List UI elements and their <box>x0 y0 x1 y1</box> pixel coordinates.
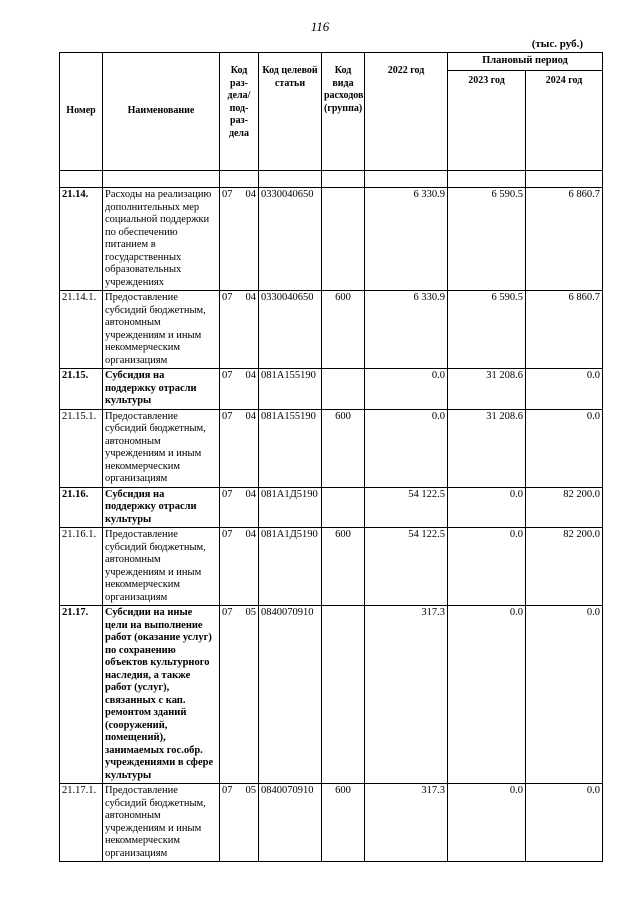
row-expense-type-code: 600 <box>322 409 365 487</box>
row-name: Предоставление субсидий бюджетным, автономным учреждениям и иным некоммерческим организациям <box>103 784 220 862</box>
table-row <box>60 528 603 606</box>
row-number: 21.14.1. <box>60 291 103 369</box>
row-number: 21.16.1. <box>60 528 103 606</box>
row-amount-2023: 0.0 <box>448 784 526 862</box>
header-year-2022: 2022 год <box>365 53 448 171</box>
row-number: 21.17.1. <box>60 784 103 862</box>
spacer-cell <box>103 171 220 188</box>
header-year-2024: 2024 год <box>526 71 603 171</box>
row-amount-2024: 0.0 <box>526 409 603 487</box>
subsection-code: 04 <box>245 370 256 381</box>
row-section-code <box>220 606 259 784</box>
section-code-pair <box>222 292 256 305</box>
row-amount-2024: 82 200.0 <box>526 528 603 606</box>
table-row <box>60 409 603 487</box>
spacer-cell <box>526 171 603 188</box>
row-amount-2024: 0.0 <box>526 606 603 784</box>
header-expense-type-code: Код вида расходов (группа) <box>322 53 365 171</box>
row-amount-2022: 54 122.5 <box>365 487 448 528</box>
row-amount-2024: 0.0 <box>526 369 603 410</box>
spacer-cell <box>322 171 365 188</box>
subsection-code: 04 <box>245 488 256 500</box>
row-name: Предоставление субсидий бюджетным, автономным учреждениям и иным некоммерческим организациям <box>103 528 220 606</box>
row-amount-2023: 31 208.6 <box>448 369 526 410</box>
section-code: 07 <box>222 189 233 200</box>
row-amount-2022: 317.3 <box>365 606 448 784</box>
row-amount-2023: 0.0 <box>448 606 526 784</box>
section-code: 07 <box>222 488 233 500</box>
row-amount-2023: 0.0 <box>448 487 526 528</box>
unit-note: (тыс. руб.) <box>531 38 583 50</box>
row-section-code <box>220 784 259 862</box>
row-amount-2023: 0.0 <box>448 528 526 606</box>
row-target-code: 0840070910 <box>259 606 322 784</box>
section-code-pair <box>222 411 256 424</box>
row-target-code: 0330040650 <box>259 291 322 369</box>
subsection-code: 05 <box>245 785 256 796</box>
row-expense-type-code <box>322 606 365 784</box>
row-name: Субсидия на поддержку отрасли культуры <box>103 487 220 528</box>
row-section-code <box>220 369 259 410</box>
row-amount-2023: 6 590.5 <box>448 188 526 291</box>
row-name: Субсидия на поддержку отрасли культуры <box>103 369 220 410</box>
row-amount-2024: 0.0 <box>526 784 603 862</box>
table-row <box>60 487 603 528</box>
table-row <box>60 606 603 784</box>
section-code-pair <box>222 607 256 620</box>
section-code-pair <box>222 529 256 542</box>
row-amount-2024: 6 860.7 <box>526 291 603 369</box>
row-amount-2022: 6 330.9 <box>365 188 448 291</box>
spacer-cell <box>259 171 322 188</box>
header-number: Номер <box>60 53 103 171</box>
budget-table <box>59 52 603 862</box>
table-row <box>60 369 603 410</box>
section-code: 07 <box>222 607 233 618</box>
row-section-code <box>220 487 259 528</box>
row-amount-2022: 54 122.5 <box>365 528 448 606</box>
subsection-code: 05 <box>245 607 256 618</box>
spacer-cell <box>60 171 103 188</box>
row-expense-type-code: 600 <box>322 291 365 369</box>
section-code: 07 <box>222 529 233 540</box>
row-target-code: 081A155190 <box>259 409 322 487</box>
header-name: Наименование <box>103 53 220 171</box>
section-code: 07 <box>222 410 233 422</box>
row-name: Субсидии на иные цели на выполнение работ (оказание услуг) по сохранению объектов культурного наследия, а также работ (услуг), связанных с кап. ремонтом зданий (сооружений, помещений), занимаемых гос.обр. учреждениями в сфере культуры <box>103 606 220 784</box>
row-amount-2024: 6 860.7 <box>526 188 603 291</box>
row-expense-type-code <box>322 188 365 291</box>
row-number: 21.15.1. <box>60 409 103 487</box>
row-expense-type-code <box>322 487 365 528</box>
subsection-code: 04 <box>245 529 256 540</box>
row-amount-2022: 0.0 <box>365 369 448 410</box>
spacer-cell <box>220 171 259 188</box>
row-target-code: 081A155190 <box>259 369 322 410</box>
page-number: 116 <box>310 19 330 34</box>
row-name: Предоставление субсидий бюджетным, автономным учреждениям и иным некоммерческим организациям <box>103 409 220 487</box>
row-expense-type-code: 600 <box>322 784 365 862</box>
section-code: 07 <box>222 370 233 381</box>
section-code-pair <box>222 189 256 202</box>
row-section-code <box>220 188 259 291</box>
row-number: 21.14. <box>60 188 103 291</box>
row-target-code: 0840070910 <box>259 784 322 862</box>
header-year-2023: 2023 год <box>448 71 526 171</box>
spacer-cell <box>365 171 448 188</box>
header-section-code: Код раз-дела/ под-раз-дела <box>220 53 259 171</box>
row-section-code <box>220 291 259 369</box>
table-row <box>60 188 603 291</box>
subsection-code: 04 <box>245 189 256 200</box>
section-code-pair <box>222 370 256 383</box>
subsection-code: 04 <box>245 292 256 303</box>
row-amount-2022: 6 330.9 <box>365 291 448 369</box>
row-amount-2023: 6 590.5 <box>448 291 526 369</box>
section-code: 07 <box>222 785 233 796</box>
section-code-pair <box>222 489 256 502</box>
row-number: 21.16. <box>60 487 103 528</box>
row-expense-type-code <box>322 369 365 410</box>
row-number: 21.15. <box>60 369 103 410</box>
row-number: 21.17. <box>60 606 103 784</box>
row-expense-type-code: 600 <box>322 528 365 606</box>
row-amount-2023: 31 208.6 <box>448 409 526 487</box>
row-target-code: 081A1Д5190 <box>259 528 322 606</box>
row-target-code: 0330040650 <box>259 188 322 291</box>
header-target-code: Код целевой статьи <box>259 53 322 171</box>
row-amount-2024: 82 200.0 <box>526 487 603 528</box>
table-row <box>60 784 603 862</box>
table-row <box>60 291 603 369</box>
row-amount-2022: 317.3 <box>365 784 448 862</box>
section-code-pair <box>222 785 256 798</box>
row-target-code: 081A1Д5190 <box>259 487 322 528</box>
spacer-cell <box>448 171 526 188</box>
row-amount-2022: 0.0 <box>365 409 448 487</box>
section-code: 07 <box>222 292 233 303</box>
row-name: Предоставление субсидий бюджетным, автономным учреждениям и иным некоммерческим организациям <box>103 291 220 369</box>
subsection-code: 04 <box>245 410 256 422</box>
spacer-row <box>60 171 603 188</box>
header-plan-period: Плановый период <box>448 53 603 71</box>
row-section-code <box>220 409 259 487</box>
row-name: Расходы на реализацию дополнительных мер социальной поддержки по обеспечению питанием в государственных образовательных учреждениях <box>103 188 220 291</box>
row-section-code <box>220 528 259 606</box>
